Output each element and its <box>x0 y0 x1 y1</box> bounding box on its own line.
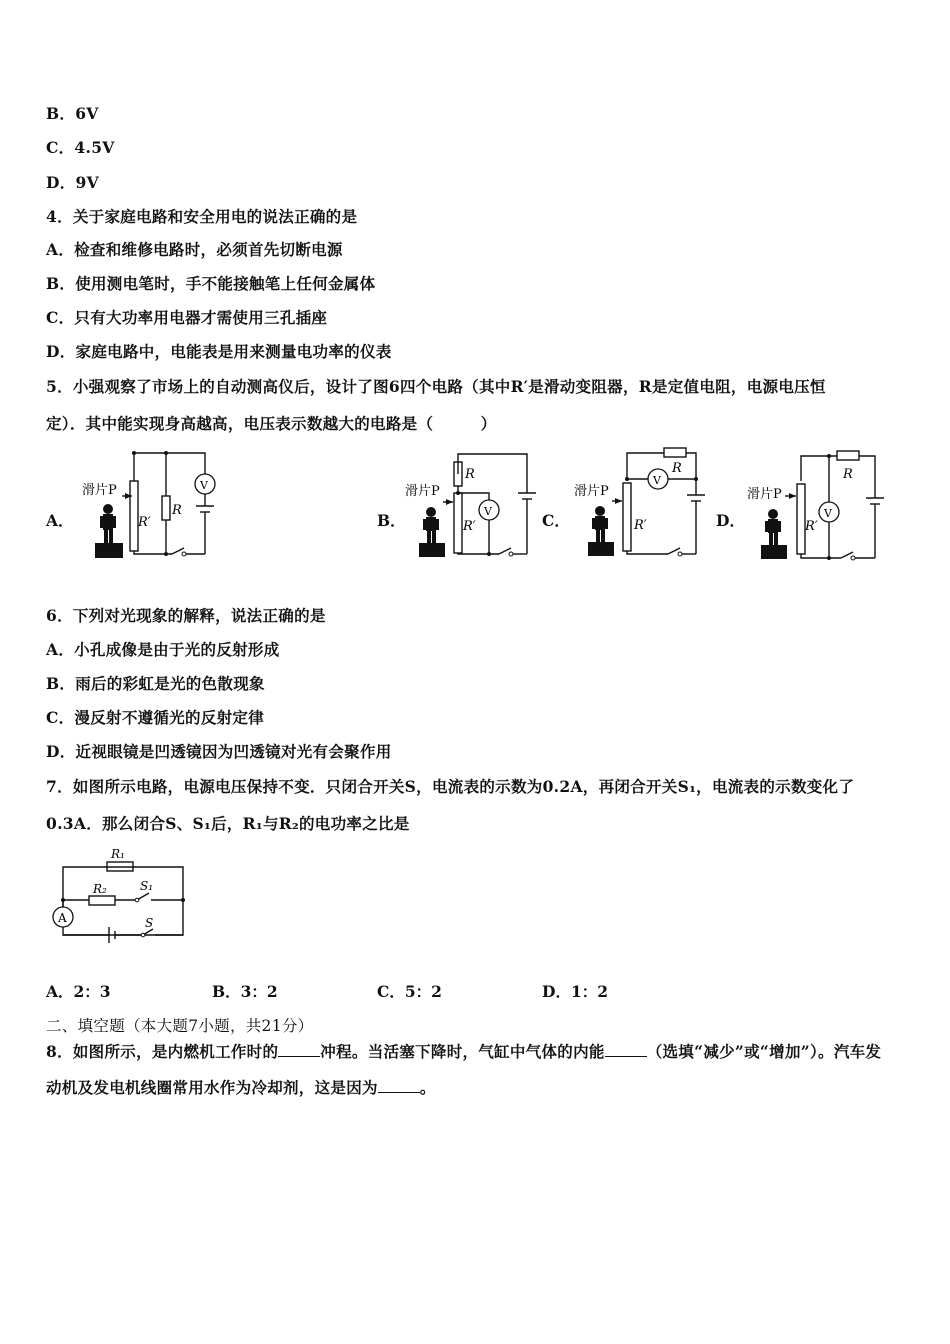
q4-option-d: D．家庭电路中，电能表是用来测量电功率的仪表 <box>46 342 392 361</box>
q7-choice-c: C．5：2 <box>377 982 442 1001</box>
q8-blank-2[interactable] <box>605 1042 647 1057</box>
q7-choice-b: B．3：2 <box>212 982 278 1001</box>
q6-option-b: B．雨后的彩虹是光的色散现象 <box>46 674 265 693</box>
q5-label-d: D． <box>716 511 745 530</box>
q5b-r-label: R <box>465 467 475 482</box>
q7-r1-label: R₁ <box>111 847 125 861</box>
q8-line2 <box>46 1076 436 1098</box>
q8-line2-part2: 。 <box>419 1078 436 1097</box>
q5-label-a: A． <box>46 511 74 530</box>
q5c-voltmeter-label: V <box>653 474 661 487</box>
q5a-voltmeter-label: V <box>200 479 208 492</box>
q5b-rprime-label: R′ <box>463 519 476 534</box>
q7-s1-label: S₁ <box>140 879 154 893</box>
q8-blank-1[interactable] <box>278 1042 320 1057</box>
q5d-rprime-label: R′ <box>805 519 818 534</box>
q5d-voltmeter-label: V <box>824 507 832 520</box>
q3-option-d: D．9V <box>46 173 99 192</box>
q5a-rprime-label: R′ <box>138 515 151 530</box>
q4-option-b: B．使用测电笔时，手不能接触笔上任何金属体 <box>46 274 376 293</box>
q5-circuit-b <box>403 448 538 563</box>
q5b-voltmeter-label: V <box>484 505 492 518</box>
q6-option-d: D．近视眼镜是凹透镜因为凹透镜对光有会聚作用 <box>46 742 392 761</box>
q3-option-b: B．6V <box>46 104 99 123</box>
q7-r2-label: R₂ <box>93 882 107 896</box>
q8-part3: （选填“减少”或“增加”）。汽车发 <box>646 1042 882 1061</box>
q5-label-c: C． <box>542 511 570 530</box>
q7-choice-a: A．2：3 <box>46 982 111 1001</box>
q8-part1: 8．如图所示，是内燃机工作时的 <box>46 1042 279 1061</box>
q5d-slider-label: 滑片P <box>747 487 782 502</box>
q6-option-c: C．漫反射不遵循光的反射定律 <box>46 708 265 727</box>
q5-circuit-d <box>745 448 885 566</box>
q7-choice-d: D．1：2 <box>542 982 609 1001</box>
q5a-r-label: R <box>172 503 182 518</box>
q4-option-a: A．检查和维修电路时，必须首先切断电源 <box>46 240 343 259</box>
q5-circuit-a <box>80 448 220 563</box>
section-title: 二、填空题（本大题7小题，共21分） <box>46 1017 314 1035</box>
q4-stem: 4．关于家庭电路和安全用电的说法正确的是 <box>46 207 358 226</box>
q8-blank-3[interactable] <box>378 1078 420 1093</box>
q8-line1 <box>46 1040 881 1062</box>
q7-s-label: S <box>145 916 154 930</box>
q8-line2-part1: 动机及发电机线圈常用水作为冷却剂，这是因为 <box>46 1078 378 1097</box>
q5-label-b: B． <box>377 511 406 530</box>
q8-part2: 冲程。当活塞下降时，气缸中气体的内能 <box>320 1042 605 1061</box>
q5-stem-line1: 5．小强观察了市场上的自动测高仪后，设计了图6四个电路（其中R′是滑动变阻器，R是定值电阻，电源电压恒 <box>46 377 826 396</box>
q5c-slider-label: 滑片P <box>574 484 609 499</box>
q5-circuit-c <box>572 443 712 563</box>
q7-ammeter-label: A <box>58 911 67 925</box>
q5-stem-line2: 定）．其中能实现身高越高，电压表示数越大的电路是（ ） <box>46 414 497 433</box>
q5c-rprime-label: R′ <box>634 518 647 533</box>
q6-option-a: A．小孔成像是由于光的反射形成 <box>46 640 280 659</box>
q5b-slider-label: 滑片P <box>405 484 440 499</box>
q3-option-c: C．4.5V <box>46 138 115 157</box>
q7-stem-line1: 7．如图所示电路，电源电压保持不变．只闭合开关S，电流表的示数为0.2A，再闭合开关S₁，电流表的示数变化了 <box>46 777 855 796</box>
q6-stem: 6．下列对光现象的解释，说法正确的是 <box>46 606 326 625</box>
q7-stem-line2: 0.3A．那么闭合S、S₁后，R₁与R₂的电功率之比是 <box>46 814 410 833</box>
q7-circuit <box>45 845 190 945</box>
q5a-slider-label: 滑片P <box>82 483 117 498</box>
q5d-r-label: R <box>843 467 853 482</box>
q5c-r-label: R <box>672 461 682 476</box>
q4-option-c: C．只有大功率用电器才需使用三孔插座 <box>46 308 328 327</box>
